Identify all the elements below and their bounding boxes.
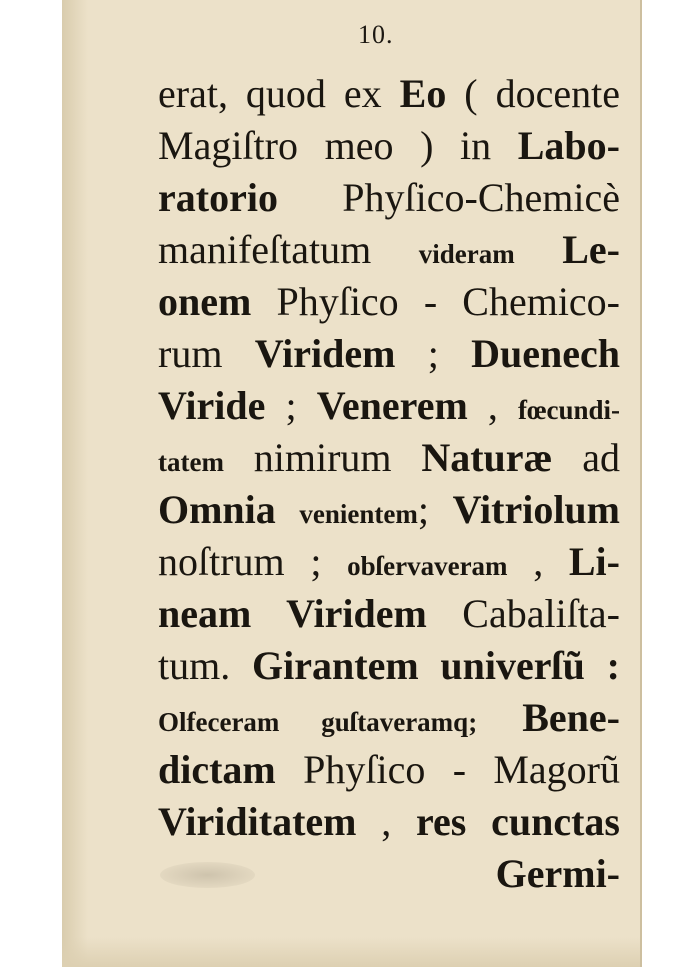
text-line xyxy=(158,71,620,116)
text-segment: venientem xyxy=(299,499,418,529)
text-segment: , xyxy=(467,383,518,428)
text-segment: ( docente xyxy=(446,71,620,116)
text-line xyxy=(158,747,620,792)
text-segment: Viride xyxy=(158,383,266,428)
text-segment: Bene- xyxy=(522,695,620,740)
text-segment: tatem xyxy=(158,447,224,477)
page-number: 10. xyxy=(358,20,394,49)
text-segment: Girantem univerſũ : xyxy=(252,643,620,688)
text-segment: Vitriolum xyxy=(452,487,620,532)
text-segment: fœcundi- xyxy=(517,395,620,425)
catchword xyxy=(158,851,620,896)
text-segment: Phyſico - Chemico- xyxy=(251,279,620,324)
text-segment: Venerem xyxy=(316,383,468,428)
text-segment: Le- xyxy=(514,227,620,272)
text-segment: dictam xyxy=(158,747,276,792)
text-line xyxy=(158,175,620,220)
text-segment: res cunctas xyxy=(416,799,620,844)
text-segment: Phyſico-Chemicè xyxy=(277,175,620,220)
text-segment: Duenech xyxy=(471,331,620,376)
text-segment xyxy=(276,487,300,532)
text-segment: Phyſico - Magorũ xyxy=(275,747,620,792)
text-line xyxy=(158,695,620,740)
text-segment: Li- xyxy=(568,539,620,584)
text-segment: Olfeceram guſtaveramq; xyxy=(158,707,478,737)
text-segment: ad xyxy=(552,435,620,480)
text-segment: neam Viridem xyxy=(158,591,427,636)
text-segment: ; xyxy=(265,383,317,428)
text-line xyxy=(158,331,620,376)
text-segment: Magiſtro meo ) in xyxy=(158,123,518,168)
text-line xyxy=(158,279,620,324)
text-segment: ; xyxy=(395,331,472,376)
text-segment: obſervaveram xyxy=(347,551,508,581)
text-segment: , xyxy=(356,799,416,844)
text-segment: ; xyxy=(417,487,453,532)
text-segment: onem xyxy=(158,279,252,324)
text-segment: erat, quod ex xyxy=(158,71,400,116)
text-segment xyxy=(477,695,522,740)
text-line xyxy=(158,435,620,480)
text-segment: Naturæ xyxy=(421,435,553,480)
text-segment: Viriditatem xyxy=(158,799,357,844)
text-segment: Germi- xyxy=(495,851,620,896)
text-line xyxy=(158,539,620,584)
text-segment: Cabaliſta- xyxy=(426,591,620,636)
text-segment: noſtrum ; xyxy=(158,539,348,584)
text-segment: nimirum xyxy=(223,435,422,480)
text-segment: rum xyxy=(158,331,255,376)
text-segment: , xyxy=(507,539,569,584)
text-line xyxy=(158,123,620,168)
text-segment: Eo xyxy=(399,71,447,116)
text-line xyxy=(158,487,620,532)
text-line xyxy=(158,643,620,688)
text-segment: Omnia xyxy=(158,487,276,532)
text-line xyxy=(158,383,620,428)
text-segment: tum. xyxy=(158,643,253,688)
text-segment: Labo- xyxy=(517,123,620,168)
text-segment: manifeſtatum xyxy=(158,227,419,272)
text-segment: ratorio xyxy=(158,175,278,220)
text-line xyxy=(158,799,620,844)
text-segment: Viridem xyxy=(254,331,396,376)
text-line xyxy=(158,227,620,272)
text-segment: videram xyxy=(418,239,515,269)
text-line xyxy=(158,591,620,636)
